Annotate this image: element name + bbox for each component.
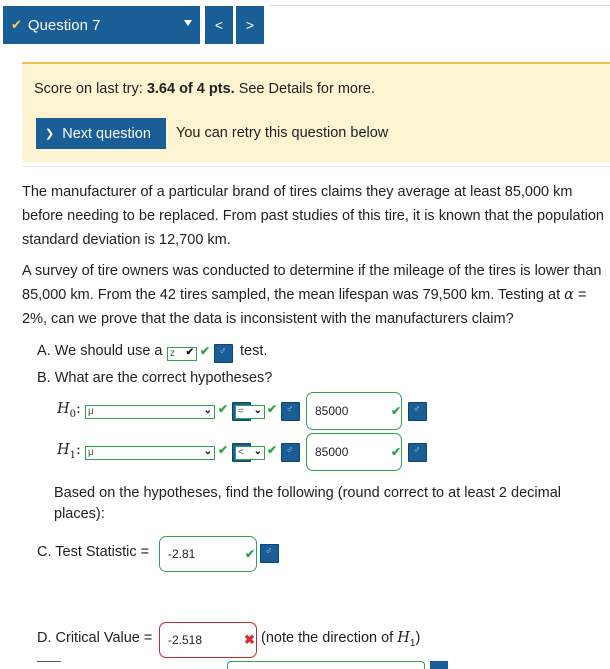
h1-symbol: H	[57, 442, 70, 458]
chevron-left-icon: <	[214, 17, 224, 33]
help-icon[interactable]	[281, 402, 300, 421]
chevron-down-icon: ⌄	[253, 446, 262, 457]
help-icon[interactable]	[281, 443, 300, 462]
incorrect-x-icon: ✖	[244, 632, 255, 647]
score-text	[34, 81, 375, 97]
part-d-note	[261, 630, 420, 649]
score-suffix: See Details for more.	[234, 81, 375, 97]
correct-check-icon: ✔	[245, 547, 256, 561]
h0-label	[57, 401, 81, 420]
h1-subscript: 1	[69, 449, 77, 461]
chevron-right-icon: >	[245, 17, 255, 33]
part-b-label: B. What are the correct hypotheses?	[37, 370, 273, 386]
h1-value-input[interactable]	[306, 433, 402, 471]
test-statistic-input[interactable]	[159, 536, 257, 572]
test-type-select[interactable]	[167, 347, 197, 361]
part-a-prefix: A. We should use a	[37, 343, 163, 359]
chevron-right-icon: ❯	[45, 128, 55, 140]
problem-text-a: A survey of tire owners was conducted to determine if the mileage of the tires is lower than 85,000 km. From the 42 tires sampled, the mean lifespan was 79,500 km. Testing at	[22, 263, 602, 303]
h0-parameter-select[interactable]	[85, 405, 215, 419]
correct-check-icon: ✔	[200, 344, 211, 358]
next-question-arrow-button[interactable]	[236, 6, 264, 44]
help-icon[interactable]	[214, 344, 233, 363]
chevron-down-icon: ⌄	[253, 405, 262, 416]
h0-subscript: 0	[69, 408, 77, 420]
note-variable: H	[397, 630, 410, 646]
correct-check-icon: ✔	[391, 404, 402, 418]
retry-message: You can retry this question below	[176, 125, 389, 141]
correct-check-icon: ✔	[218, 402, 229, 416]
help-icon[interactable]	[408, 402, 427, 421]
instructions-text: Based on the hypotheses, find the following (round correct to at least 2 decimal places):	[54, 485, 561, 522]
h1-parameter-select[interactable]	[85, 446, 215, 460]
next-question-button[interactable]	[36, 118, 166, 149]
h0-operator-select[interactable]	[235, 405, 265, 419]
help-icon[interactable]	[408, 443, 427, 462]
next-question-label: Next question	[62, 125, 151, 142]
divider	[22, 166, 610, 167]
problem-paragraph-2	[22, 259, 607, 331]
alpha-symbol: α	[564, 287, 574, 303]
h1-colon: :	[76, 442, 81, 458]
h1-label	[57, 442, 81, 461]
chevron-down-icon: ⌄	[203, 405, 212, 416]
test-statistic-value: -2.81	[168, 547, 196, 561]
h0-colon: :	[76, 401, 81, 417]
previous-question-button[interactable]	[205, 6, 233, 44]
h0-value-input[interactable]	[306, 392, 402, 430]
chevron-down-icon	[184, 20, 192, 26]
help-icon[interactable]	[260, 544, 279, 563]
h0-symbol: H	[57, 401, 70, 417]
score-prefix: Score on last try:	[34, 81, 147, 97]
note-subscript: 1	[409, 637, 416, 649]
h1-operator-select[interactable]	[235, 446, 265, 460]
question-label: Question 7	[27, 16, 101, 34]
problem-text-b: = 2%, can we prove that the data is inconsistent with the manufacturers claim?	[22, 287, 587, 327]
note-suffix: )	[415, 630, 421, 646]
test-type-value: z	[170, 348, 175, 359]
critical-value: -2.518	[168, 633, 203, 647]
h0-parameter-value: μ	[88, 406, 94, 417]
chevron-down-icon: ⌄	[203, 446, 212, 457]
question-selector[interactable]	[3, 6, 200, 44]
critical-value-input[interactable]	[159, 622, 257, 658]
chevron-down-icon: ✔	[185, 347, 194, 358]
h0-operator-value: =	[238, 406, 244, 417]
score-panel	[22, 62, 610, 162]
part-d-label: D. Critical Value =	[37, 630, 153, 646]
correct-check-icon: ✔	[267, 402, 278, 416]
correct-check-icon: ✔	[391, 445, 402, 459]
partial-text-cut	[37, 661, 61, 665]
note-prefix: (note the direction of	[261, 630, 398, 646]
problem-paragraph-1: The manufacturer of a particular brand of tires claims they average at least 85,000 km before needing to be replaced. From past studies of this tire, it is known that the population standard deviation is 12,700 km.	[22, 184, 604, 248]
divider	[270, 5, 610, 6]
h1-value: 85000	[315, 445, 349, 459]
correct-check-icon: ✔	[218, 443, 229, 457]
h1-operator-value: <	[238, 447, 244, 458]
correct-check-icon: ✔	[267, 443, 278, 457]
part-a-suffix: test.	[240, 343, 268, 359]
h0-value: 85000	[315, 404, 349, 418]
part-c-label: C. Test Statistic =	[37, 544, 150, 560]
h1-parameter-value: μ	[88, 447, 94, 458]
question-nav	[0, 0, 610, 50]
check-icon: ✔	[11, 17, 22, 32]
partial-input-cut[interactable]	[227, 661, 425, 669]
score-value: 3.64 of 4 pts.	[146, 81, 235, 97]
answer-parts	[22, 338, 610, 669]
help-icon[interactable]	[430, 661, 448, 669]
